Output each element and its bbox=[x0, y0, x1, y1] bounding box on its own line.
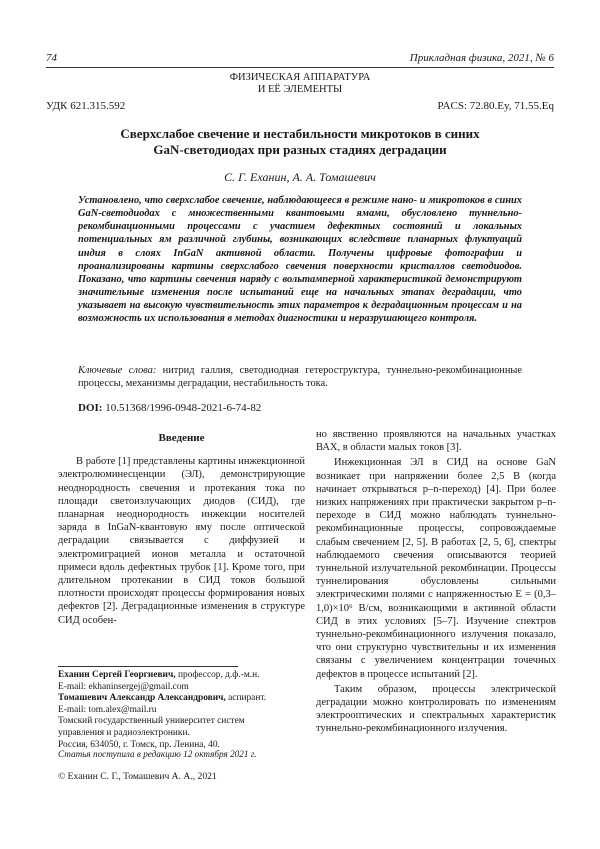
author2-name: Томашевич Александр Александрович, bbox=[58, 693, 226, 704]
author2-email[interactable]: E-mail: tom.alex@mail.ru bbox=[58, 704, 157, 715]
page-number: 74 bbox=[46, 52, 57, 64]
title-line-1: Сверхслабое свечение и нестабильности микротоков в синих bbox=[120, 126, 480, 141]
keywords bbox=[78, 364, 522, 390]
paragraph: но явственно проявляются на начальных участках ВАХ, в области малых токов [3]. bbox=[316, 429, 556, 454]
paragraph: Таким образом, процессы электрической деградации можно контролировать по изменениям электрооптических и спектральных характеристик туннельно-рекомбинационного излучения. bbox=[316, 683, 556, 735]
footnote-divider bbox=[58, 666, 238, 667]
author2-line bbox=[58, 693, 308, 705]
udc-code: УДК 621.315.592 bbox=[46, 100, 126, 112]
copyright: © Еханин С. Г., Томашевич А. А., 2021 bbox=[58, 771, 217, 782]
doi bbox=[78, 402, 261, 414]
doi-label: DOI: bbox=[78, 402, 103, 414]
title-line-2: GaN-светодиодах при разных стадиях деградации bbox=[153, 142, 447, 157]
author2-role: аспирант. bbox=[225, 693, 267, 704]
author1-role: профессор, д.ф.-м.н. bbox=[175, 670, 260, 680]
author-footnote bbox=[58, 670, 308, 751]
paragraph: В работе [1] представлены картины инжекционной электролюминесценции (ЭЛ), демонстрирующие неоднородность свечения и протекания тока по площади светоизлучающих диодов (СИД), где планарная неоднородность инжекции носителей заряда в InGaN-квантовую яму после оптической деградации связывается с диффузией и электромиграцией ионов металла и остаточной примеси вдоль дефектных трубок [1]. Кроме того, при длительном протекании в СИД токов большой плотности происходят процессы формирования новых дефектов [2]. Деградационные изменения в структуре СИД особен- bbox=[58, 456, 305, 626]
affiliation-line-2: управления и радиоэлектроники. bbox=[58, 727, 190, 738]
received-date: Статья поступила в редакцию 12 октября 2021 г. bbox=[58, 749, 257, 759]
address: Россия, 634050, г. Томск, пр. Ленина, 40. bbox=[58, 739, 220, 750]
left-column bbox=[58, 428, 305, 627]
author1-name: Еханин Сергей Георгиевич, bbox=[58, 670, 176, 680]
abstract: Установлено, что сверхслабое свечение, наблюдающееся в режиме нано- и микротоков в синих GaN-светодиодах с множественными квантовыми ямами, обусловлено туннельно-рекомбинационными процессами с участием дефектных состояний и локальных потенциальных ям различной глубины, возникающих вследствие планарных флуктуаций индия в слоях InGaN активной области. Получены цифровые фотографии и проанализированы картины сверхслабого свечения поверхности кристаллов светодиодов. Показано, что картины свечения наряду с вольтамперной характеристикой демонстрируют значительные изменения после испытаний еще на начальных этапах деградации, что указывает на высокую чувствительность этих параметров к деградационным процессам и на возможность их использования в методах диагностики и неразрушающего контроля. bbox=[78, 195, 522, 325]
keywords-label: Ключевые слова: bbox=[78, 365, 157, 376]
rubric-line-2: И ЕЁ ЭЛЕМЕНТЫ bbox=[257, 84, 343, 95]
affiliation-line-1: Томский государственный университет систем bbox=[58, 716, 245, 727]
right-column bbox=[316, 428, 556, 736]
header-divider bbox=[46, 67, 554, 68]
author1-email[interactable]: E-mail: ekhaninsergej@gmail.com bbox=[58, 681, 189, 692]
journal-rubric bbox=[0, 72, 600, 96]
keywords-text: нитрид галлия, светодиодная гетероструктура, туннельно-рекомбинационные процессы, механизмы деградации, нестабильность тока. bbox=[78, 365, 522, 390]
pacs-code: PACS: 72.80.Ey, 71.55.Eq bbox=[437, 100, 554, 112]
rubric-line-1: ФИЗИЧЕСКАЯ АППАРАТУРА bbox=[229, 72, 371, 83]
journal-reference: Прикладная физика, 2021, № 6 bbox=[409, 52, 554, 64]
doi-link[interactable]: 10.51368/1996-0948-2021-6-74-82 bbox=[102, 402, 262, 414]
author1-line bbox=[58, 670, 308, 682]
article-authors: С. Г. Еханин, А. А. Томашевич bbox=[224, 170, 376, 184]
section-title: Введение bbox=[158, 432, 205, 444]
article-title bbox=[60, 126, 540, 158]
paragraph: Инжекционная ЭЛ в СИД на основе GaN возникает при напряжении более 2,5 В (когда начинает открываться p–n-переход) [4]. При более низких напряжениях при практически закрытом p–n-переходе в СИД можно наблюдать туннельно-рекомбинационные процессы, сопровождаемые слабым свечением [2, 5]. В работах [2, 5, 6], спектры наблюдаемого свечения описываются теорией туннельной излучательной рекомбинации. Процессы туннелирования обусловлены сильными электрическими полями с напряженностью E = (0,3–1,0)×10⁶ В/см, возникающими в активной области СИД в этих условиях [5–7]. Изучение спектров туннельно-рекомбинационного излучения показало, что они структурно чувствительны и их изменения связаны с увеличением концентрации точечных дефектов в процессе испытаний [2]. bbox=[316, 457, 556, 680]
